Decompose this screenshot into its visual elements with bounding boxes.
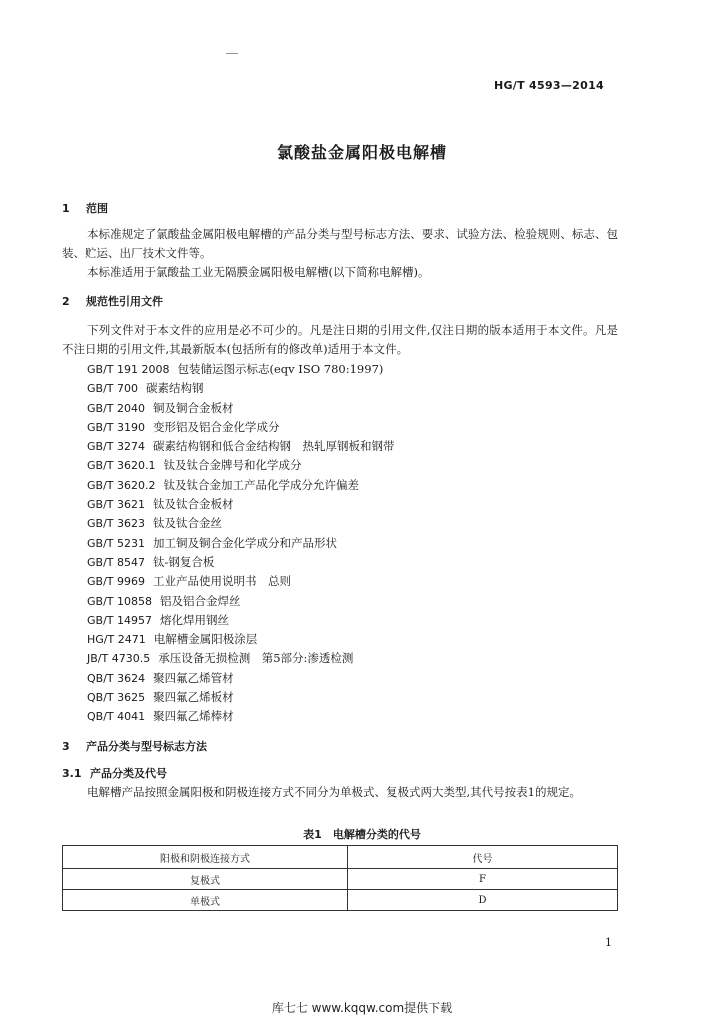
reference-title: 钛及钛合金丝 [153,516,222,531]
section-1-number: 1 [62,202,70,215]
reference-item [87,495,395,514]
reference-item [87,437,395,456]
reference-item [87,476,395,495]
section-2-paragraph-1: 下列文件对于本文件的应用是必不可少的。凡是注日期的引用文件,仅注日期的版本适用于本文件。凡是不注日期的引用文件,其最新版本(包括所有的修改单)适用于本文件。 [62,323,618,356]
reference-code: GB/T 3620.1 [87,459,156,473]
reference-title: 熔化焊用钢丝 [160,612,229,627]
reference-code: QB/T 3625 [87,691,146,705]
section-3-heading [62,738,207,754]
reference-item [87,649,395,668]
reference-item [87,553,395,572]
reference-code: GB/T 8547 [87,555,145,569]
reference-title: 聚四氟乙烯板材 [153,690,234,705]
document-title: 氯酸盐金属阳极电解槽 [276,143,447,162]
reference-item [87,514,395,533]
reference-title: 钛及钛合金板材 [153,497,234,512]
normative-references-list [87,360,395,727]
section-2-title: 规范性引用文件 [86,295,163,308]
reference-title: 聚四氟乙烯棒材 [153,709,234,724]
section-1-paragraph-1: 本标准规定了氯酸盐金属阳极电解槽的产品分类与型号标志方法、要求、试验方法、检验规则、标志、包装、贮运、出厂技术文件等。 [62,227,618,260]
table-cell: 单极式 [63,890,348,911]
reference-title: 包装储运图示标志(eqv ISO 780:1997) [177,362,384,376]
reference-title: 铜及铜合金板材 [153,400,234,415]
section-3-number: 3 [62,740,70,753]
reference-item [87,592,395,611]
reference-title: 铝及铝合金焊丝 [160,593,241,608]
table-header-cell: 阳极和阴极连接方式 [63,846,348,869]
reference-item [87,534,395,553]
table-1-caption: 表1 电解槽分类的代号 [303,828,421,841]
reference-item [87,572,395,591]
reference-code: GB/T 3623 [87,517,145,531]
reference-code: QB/T 3624 [87,671,146,685]
section-1-heading [62,200,108,216]
section-3-1-paragraph-1: 电解槽产品按照金属阳极和阴极连接方式不同分为单极式、复极式两大类型,其代号按表1的规定。 [87,785,581,799]
page-number: 1 [605,936,612,949]
scan-mark [226,53,238,54]
reference-item [87,688,395,707]
section-3-title: 产品分类与型号标志方法 [86,740,207,753]
reference-title: 钛及钛合金加工产品化学成分允许偏差 [163,477,359,492]
reference-title: 承压设备无损检测 第5部分:渗透检测 [158,651,354,666]
reference-code: JB/T 4730.5 [87,652,151,666]
reference-title: 钛及钛合金牌号和化学成分 [163,458,302,473]
table-header-cell: 代号 [348,846,618,869]
reference-code: GB/T 3620.2 [87,478,156,492]
reference-title: 碳素结构钢 [146,381,204,396]
section-3-1-title: 产品分类及代号 [90,767,167,780]
table-1 [62,845,618,911]
reference-title: 电解槽金属阳极涂层 [153,632,258,647]
reference-title: 变形铝及铝合金化学成分 [153,419,280,434]
table-row [63,890,618,911]
reference-code: GB/T 2040 [87,401,145,415]
reference-title: 碳素结构钢和低合金结构钢 热轧厚钢板和钢带 [153,439,395,454]
reference-code: GB/T 10858 [87,594,152,608]
reference-item [87,456,395,475]
reference-title: 钛-钢复合板 [153,554,215,569]
section-3-1-heading [62,765,167,781]
standard-code: HG/T 4593—2014 [493,79,604,92]
section-1-paragraph-2: 本标准适用于氯酸盐工业无隔膜金属阳极电解槽(以下简称电解槽)。 [87,265,430,279]
reference-code: GB/T 5231 [87,536,145,550]
download-footer: 库七七 www.kqqw.com提供下载 [271,1001,453,1015]
reference-code: GB/T 3274 [87,440,145,454]
reference-item [87,360,395,379]
reference-code: GB/T 700 [87,382,138,396]
reference-code: GB/T 3621 [87,498,145,512]
reference-title: 加工铜及铜合金化学成分和产品形状 [153,535,337,550]
table-row [63,869,618,890]
reference-item [87,630,395,649]
table-cell: 复极式 [63,869,348,890]
reference-code: GB/T 3190 [87,420,145,434]
table-cell: D [348,890,618,911]
reference-code: GB/T 191 2008 [87,363,170,376]
reference-code: HG/T 2471 [87,633,146,647]
reference-item [87,418,395,437]
section-2-number: 2 [62,295,70,308]
reference-title: 聚四氟乙烯管材 [153,670,234,685]
reference-item [87,399,395,418]
section-2-heading [62,293,163,309]
reference-item [87,379,395,398]
reference-title: 工业产品使用说明书 总则 [153,574,291,589]
section-3-1-number: 3.1 [62,767,82,780]
table-cell: F [348,869,618,890]
reference-item [87,669,395,688]
reference-item [87,707,395,726]
table-header-row [63,846,618,869]
reference-code: GB/T 9969 [87,575,145,589]
section-1-title: 范围 [86,202,108,215]
reference-code: GB/T 14957 [87,613,152,627]
reference-item [87,611,395,630]
reference-code: QB/T 4041 [87,710,146,724]
